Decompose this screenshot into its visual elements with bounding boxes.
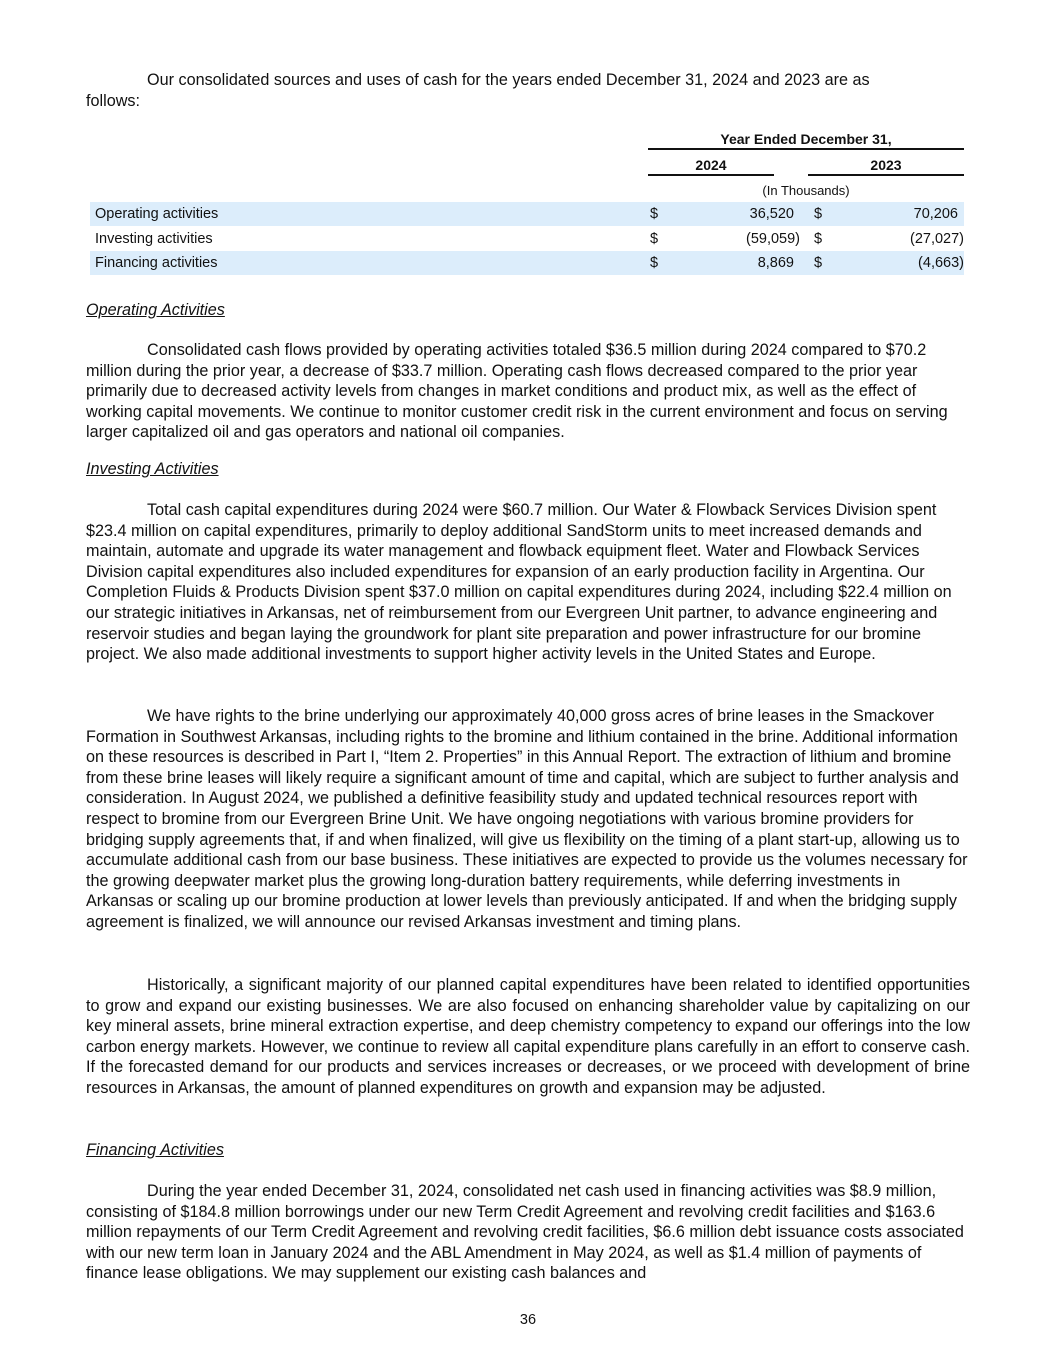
investing-text-1: Total cash capital expenditures during 2024 were $60.7 million. Our Water & Flowback Services Division spent $23.4 million on capital expenditures, primarily to deploy additional SandStorm units to meet increased demands and maintain, automate and upgrade its water management and flowback equipment fleet. Water and Flowback Services Division capital expenditures also included expenditures for expansion of an early production facility in Argentina. Our Completion Fluids & Products Division spent $37.0 million on capital expenditures during 2024, including $22.4 million on our strategic initiatives in Arkansas, net of reimbursement from our Evergreen Unit partner, to advance engineering and reservoir studies and began laying the groundwork for plant site preparation and power infrastructure for our bromine project. We also made additional investments to support higher activity levels in the United States and Europe.: [86, 501, 952, 664]
table-row: [90, 202, 964, 226]
value-2024: 36,520: [749, 206, 794, 222]
value-2024: (59,059): [745, 231, 800, 247]
section-heading-operating: Operating Activities: [86, 301, 225, 319]
column-header-2023: 2023: [870, 157, 902, 173]
page-number: 36: [519, 1312, 537, 1328]
value-2023: 70,206: [913, 206, 958, 222]
table-header-group: Year Ended December 31,: [720, 131, 892, 147]
operating-text: Consolidated cash flows provided by operating activities totaled $36.5 million during 2024 compared to $70.2 million during the prior year, a decrease of $33.7 million. Operating cash flows decreased compared to the prior year primarily due to decreased activity levels from changes in market conditions and product mix, as well as the effect of working capital movements. We continue to monitor customer credit risk in the current environment and focus on serving larger capitalized oil and gas operators and national oil companies.: [86, 341, 948, 442]
value-2023: (27,027): [909, 231, 964, 247]
financing-text: During the year ended December 31, 2024, consolidated net cash used in financing activities was $8.9 million, consisting of $184.8 million borrowings under our new Term Credit Agreement and revolving credit facilities and $163.6 million repayments of our Term Credit Agreement and revolving credit facilities, $6.6 million debt issuance costs associated with our new term loan in January 2024 and the ABL Amendment in May 2024, as well as $1.4 million of payments of finance lease obligations. We may supplement our existing cash balances and: [86, 1182, 964, 1283]
currency-symbol: $: [814, 231, 823, 247]
row-label: Operating activities: [95, 206, 219, 222]
header-rule: [648, 148, 964, 150]
currency-symbol: $: [650, 231, 659, 247]
investing-paragraph-2: [86, 706, 970, 933]
table-row: [90, 227, 964, 251]
intro-line-1: Our consolidated sources and uses of cash for the years ended December 31, 2024 and 2023 are as: [147, 71, 870, 89]
investing-text-2: We have rights to the brine underlying our approximately 40,000 gross acres of brine leases in the Smackover Formation in Southwest Arkansas, including rights to the bromine and lithium contained in the brine. Additional information on these resources is described in Part I, “Item 2. Properties” in this Annual Report. The extraction of lithium and bromine from these brine leases will likely require a significant amount of time and capital, which are subject to further analysis and consideration. In August 2024, we published a definitive feasibility study and updated technical resources report with respect to bromine from our Evergreen Brine Unit. We have ongoing negotiations with various bromine providers for bridging supply agreements that, if and when finalized, will give us flexibility on the timing of a plant start-up, allowing us to accumulate additional cash from our base business. These initiatives are expected to provide us the volumes necessary for the growing deepwater market plus the growing long-duration battery requirements, while deferring investments in Arkansas or scaling up our bromine production at lower levels than previously anticipated. If and when the bridging supply agreement is finalized, we will announce our revised Arkansas investment and timing plans.: [86, 707, 968, 931]
intro-line-2: follows:: [86, 91, 140, 110]
column-rule-2023: [808, 174, 964, 176]
currency-symbol: $: [814, 206, 823, 222]
column-rule-2024: [648, 174, 774, 176]
investing-paragraph-1: [86, 500, 970, 665]
intro-paragraph: [86, 70, 970, 111]
column-header-2024: 2024: [695, 157, 727, 173]
value-2023: (4,663): [918, 255, 964, 271]
section-heading-investing: Investing Activities: [86, 460, 219, 478]
investing-text-3: Historically, a significant majority of our planned capital expenditures have been related to identified opportunities to grow and expand our existing businesses. We are also focused on enhancing shareholder value by capitalizing on our key mineral assets, brine mineral extraction expertise, and deep chemistry competency to expand our offerings into the low carbon energy markets. However, we continue to review all capital expenditure plans carefully in an effort to conserve cash. If the forecasted demand for our products and services increases or decreases, or we proceed with development of brine resources in Arkansas, the amount of planned expenditures on growth and expansion may be adjusted.: [86, 976, 970, 1097]
currency-symbol: $: [650, 255, 659, 271]
financing-paragraph: [86, 1181, 970, 1284]
table-unit-label: (In Thousands): [762, 183, 850, 198]
row-label: Investing activities: [95, 231, 213, 247]
table-row: [90, 251, 964, 275]
investing-paragraph-3: [86, 975, 970, 1099]
section-heading-financing: Financing Activities: [86, 1141, 224, 1159]
currency-symbol: $: [650, 206, 659, 222]
value-2024: 8,869: [757, 255, 794, 271]
currency-symbol: $: [814, 255, 823, 271]
operating-paragraph: [86, 340, 970, 443]
row-label: Financing activities: [95, 255, 218, 271]
